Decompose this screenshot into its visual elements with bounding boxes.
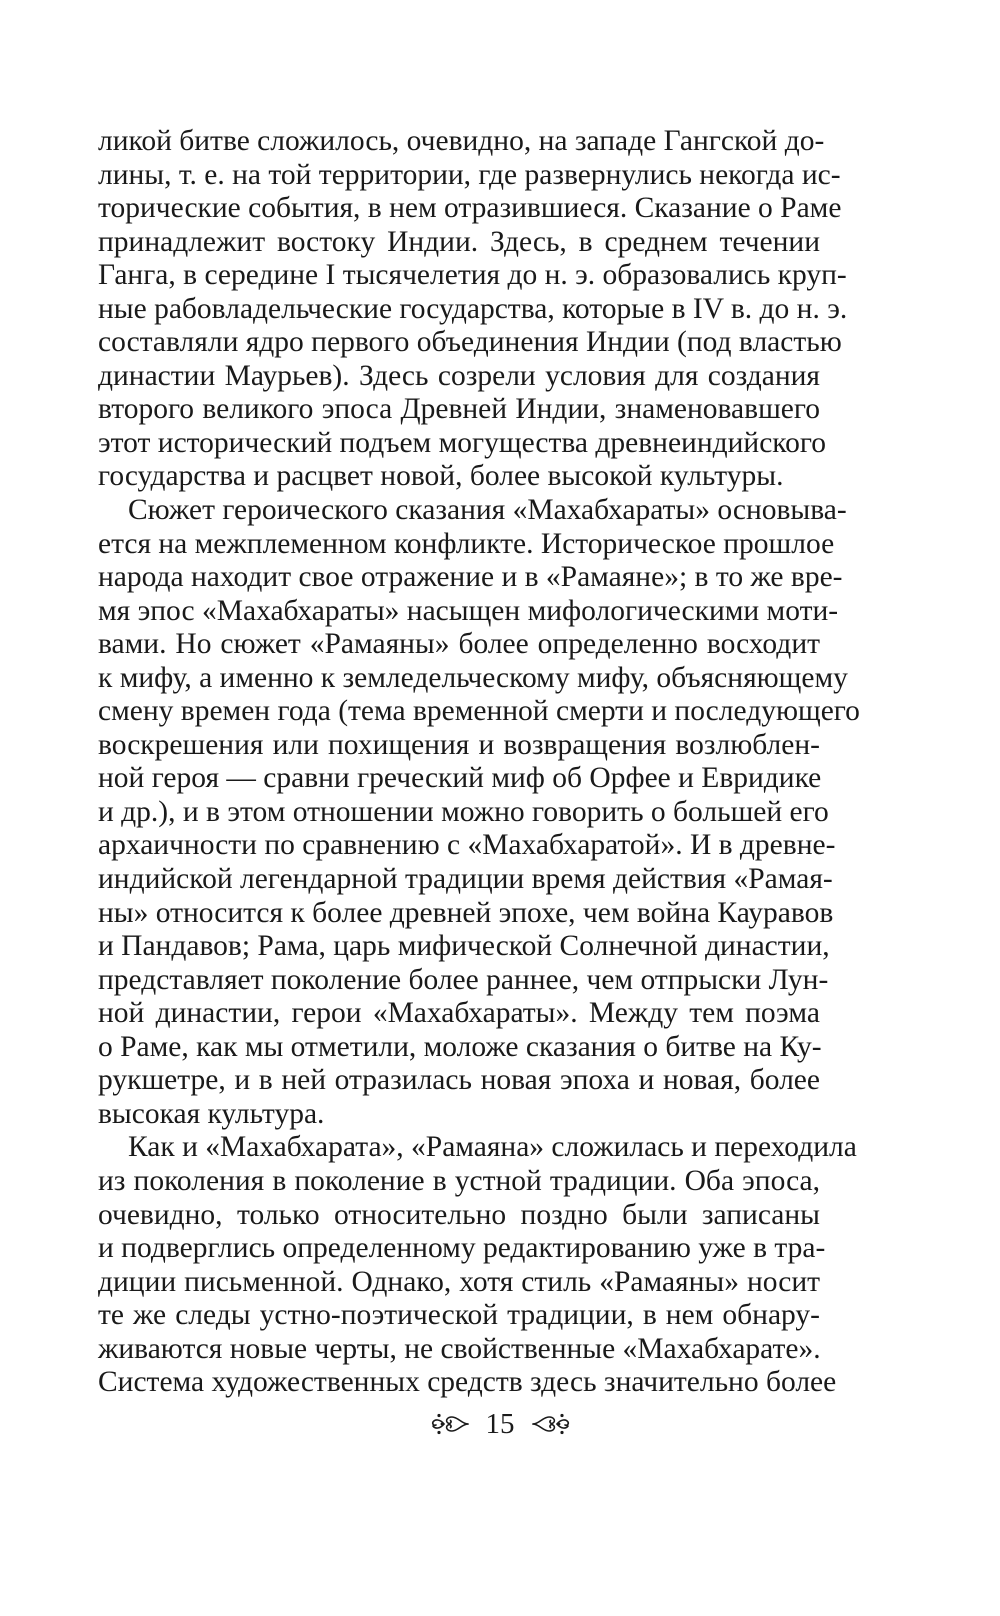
text-line: Ганга, в середине I тысячелетия до н. э. образовались круп- xyxy=(98,259,847,292)
text-line: живаются новые черты, не свойственные «Махабхарате». xyxy=(98,1332,821,1365)
text-line: и подверглись определенному редактированию уже в тра- xyxy=(98,1232,826,1265)
text-line: народа находит свое отражение и в «Рамаяне»; в то же вре- xyxy=(98,561,843,594)
text-line: высокая культура. xyxy=(98,1097,325,1130)
page-footer xyxy=(0,1404,1000,1444)
text-line: вами. Но сюжет «Рамаяны» более определенно восходит xyxy=(98,628,820,661)
text-line: рукшетре, и в ней отразилась новая эпоха и новая, более xyxy=(98,1064,820,1097)
text-line: и Пандавов; Рама, царь мифической Солнечной династии, xyxy=(98,930,830,963)
text-line: из поколения в поколение в устной традиции. Оба эпоса, xyxy=(98,1164,820,1197)
ornament-left-icon xyxy=(430,1411,470,1437)
text-line: ной династии, герои «Махабхараты». Между тем поэма xyxy=(98,997,820,1030)
text-line: лины, т. е. на той территории, где развернулись некогда ис- xyxy=(98,158,841,191)
text-line: представляет поколение более раннее, чем отпрыски Лун- xyxy=(98,963,829,996)
text-line: принадлежит востоку Индии. Здесь, в среднем течении xyxy=(98,225,820,258)
text-line: смену времен года (тема временной смерти и последующего xyxy=(98,695,860,728)
text-line: этот исторический подъем могущества древнеиндийского xyxy=(98,426,827,459)
body-text xyxy=(98,125,860,1400)
text-line: второго великого эпоса Древней Индии, знаменовавшего xyxy=(98,393,820,426)
text-line: архаичности по сравнению с «Махабхаратой». И в древне- xyxy=(98,829,836,862)
ornament-right-icon xyxy=(531,1411,571,1437)
text-line: торические события, в нем отразившиеся. Сказание о Раме xyxy=(98,192,842,225)
text-line: к мифу, а именно к земледельческому мифу, объясняющему xyxy=(98,661,848,694)
page-number: 15 xyxy=(485,1408,515,1440)
text-line: династии Маурьев). Здесь созрели условия для создания xyxy=(98,359,820,392)
text-line: о Раме, как мы отметили, моложе сказания о битве на Ку- xyxy=(98,1030,822,1063)
text-line: ные рабовладельческие государства, которые в IV в. до н. э. xyxy=(98,292,848,325)
text-line: Сюжет героического сказания «Махабхараты» основыва- xyxy=(128,494,847,527)
text-line: Система художественных средств здесь значительно более xyxy=(98,1366,837,1399)
text-line: ны» относится к более древней эпохе, чем война Кауравов xyxy=(98,896,834,929)
text-line: ной героя — сравни греческий миф об Орфее и Евридике xyxy=(98,762,822,795)
text-line: те же следы устно-поэтической традиции, в нем обнару- xyxy=(98,1299,820,1332)
text-line: составляли ядро первого объединения Индии (под властью xyxy=(98,326,842,359)
text-line: ется на межплеменном конфликте. Историческое прошлое xyxy=(98,527,835,560)
text-line: индийской легендарной традиции время действия «Рамая- xyxy=(98,863,833,896)
text-line: Как и «Махабхарата», «Рамаяна» сложилась и переходила xyxy=(128,1131,857,1164)
text-line: очевидно, только относительно поздно были записаны xyxy=(98,1198,820,1231)
text-line: воскрешения или похищения и возвращения возлюблен- xyxy=(98,728,820,761)
text-line: диции письменной. Однако, хотя стиль «Рамаяны» носит xyxy=(98,1265,820,1298)
text-line: государства и расцвет новой, более высокой культуры. xyxy=(98,460,784,493)
text-line: мя эпос «Махабхараты» насыщен мифологическими моти- xyxy=(98,594,839,627)
text-line: ликой битве сложилось, очевидно, на западе Гангской до- xyxy=(98,125,825,157)
text-line: и др.), и в этом отношении можно говорить о большей его xyxy=(98,795,829,828)
